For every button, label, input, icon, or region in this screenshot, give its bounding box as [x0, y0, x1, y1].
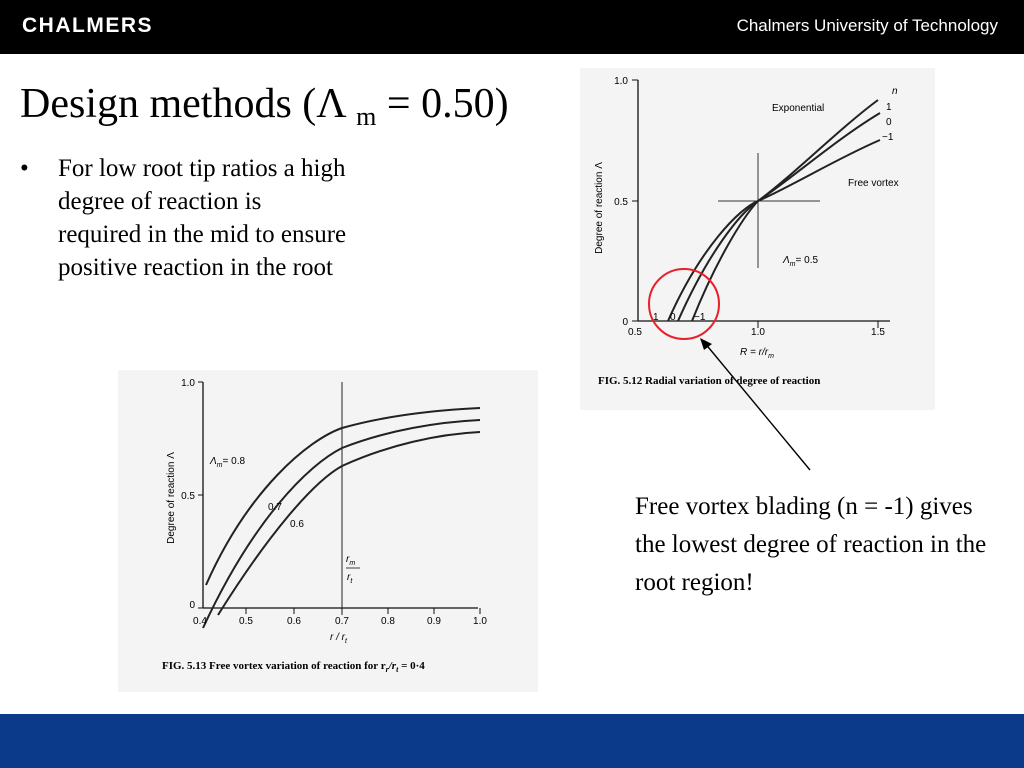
bullet-dot: • — [20, 155, 29, 182]
fig512-ytick-2: 0.5 — [614, 197, 628, 208]
fig513-xtick-7: 1.0 — [473, 616, 487, 627]
title-suffix: = 0.50) — [386, 81, 509, 127]
fig512-caption: FIG. 5.12 Radial variation of degree of reaction — [598, 375, 821, 387]
fig512-legend-1: 1 — [886, 102, 892, 113]
fig513-ratio-bottom: $r_t$ — [347, 572, 353, 585]
slide-title — [20, 80, 509, 132]
fig513-ytick-3: 0 — [189, 600, 195, 611]
fig513-ytick-2: 0.5 — [181, 491, 195, 502]
fig513-ylabel: Degree of reaction Λ — [166, 452, 177, 544]
bullet-text: For low root tip ratios a high degree of reaction is required in the mid to ensure positive reaction in the root — [58, 155, 347, 281]
fig512-root-1: 1 — [653, 312, 659, 323]
fig512-ylabel: Degree of reaction Λ — [594, 162, 605, 254]
pointer-arrow — [690, 330, 820, 480]
fig513-xtick-4: 0.7 — [335, 616, 349, 627]
title-main: Design methods (Λ — [20, 81, 346, 127]
fig513-xtick-5: 0.8 — [381, 616, 395, 627]
figure-5-13-svg — [118, 370, 538, 692]
fig512-legend-2: 0 — [886, 117, 892, 128]
university-name: Chalmers University of Technology — [736, 16, 998, 35]
fig512-root-m1: −1 — [694, 312, 706, 323]
fig512-xtick-2: 1.0 — [751, 327, 765, 338]
fig513-xlabel: r / $r_t$ — [330, 632, 347, 645]
figure-5-13 — [118, 370, 538, 692]
fig512-label-exponential: Exponential — [772, 103, 825, 114]
fig513-xtick-3: 0.6 — [287, 616, 301, 627]
fig512-legend-3: −1 — [882, 132, 894, 143]
fig513-ytick-1: 1.0 — [181, 378, 195, 389]
header-bar — [0, 0, 1024, 54]
fig513-xtick-6: 0.9 — [427, 616, 441, 627]
fig512-xlabel: $R = r/r_m$ — [740, 347, 774, 360]
fig512-legend-header: n — [892, 86, 898, 97]
chalmers-logo: CHALMERS — [22, 14, 153, 37]
fig512-label-lambda: $\Lambda_m= 0.5$ — [783, 255, 819, 268]
title-subscript: m — [356, 102, 377, 131]
fig512-ytick-3: 0 — [622, 317, 628, 328]
fig513-xtick-2: 0.5 — [239, 616, 253, 627]
fig512-xtick-1: 0.5 — [628, 327, 642, 338]
fig513-caption: FIG. 5.13 Free vortex variation of reaction for $r_r/r_t = 0\cdot 4$ — [162, 660, 425, 674]
fig513-curve-label-07: 0.7 — [268, 502, 282, 513]
annotation-note: Free vortex blading (n = -1) gives the lowest degree of reaction in the root region! — [635, 493, 987, 596]
fig512-root-0: 0 — [670, 312, 676, 323]
fig513-ratio-top: $r_m$ — [346, 554, 356, 567]
fig513-curve-label-06: 0.6 — [290, 519, 304, 530]
footer-bar — [0, 714, 1024, 768]
fig512-xtick-3: 1.5 — [871, 327, 885, 338]
fig513-xtick-1: 0.4 — [193, 616, 207, 627]
fig512-ytick-1: 1.0 — [614, 76, 628, 87]
fig513-label-lambda: $\Lambda_m= 0.8$ — [210, 456, 246, 469]
fig512-label-free-vortex: Free vortex — [848, 178, 899, 189]
